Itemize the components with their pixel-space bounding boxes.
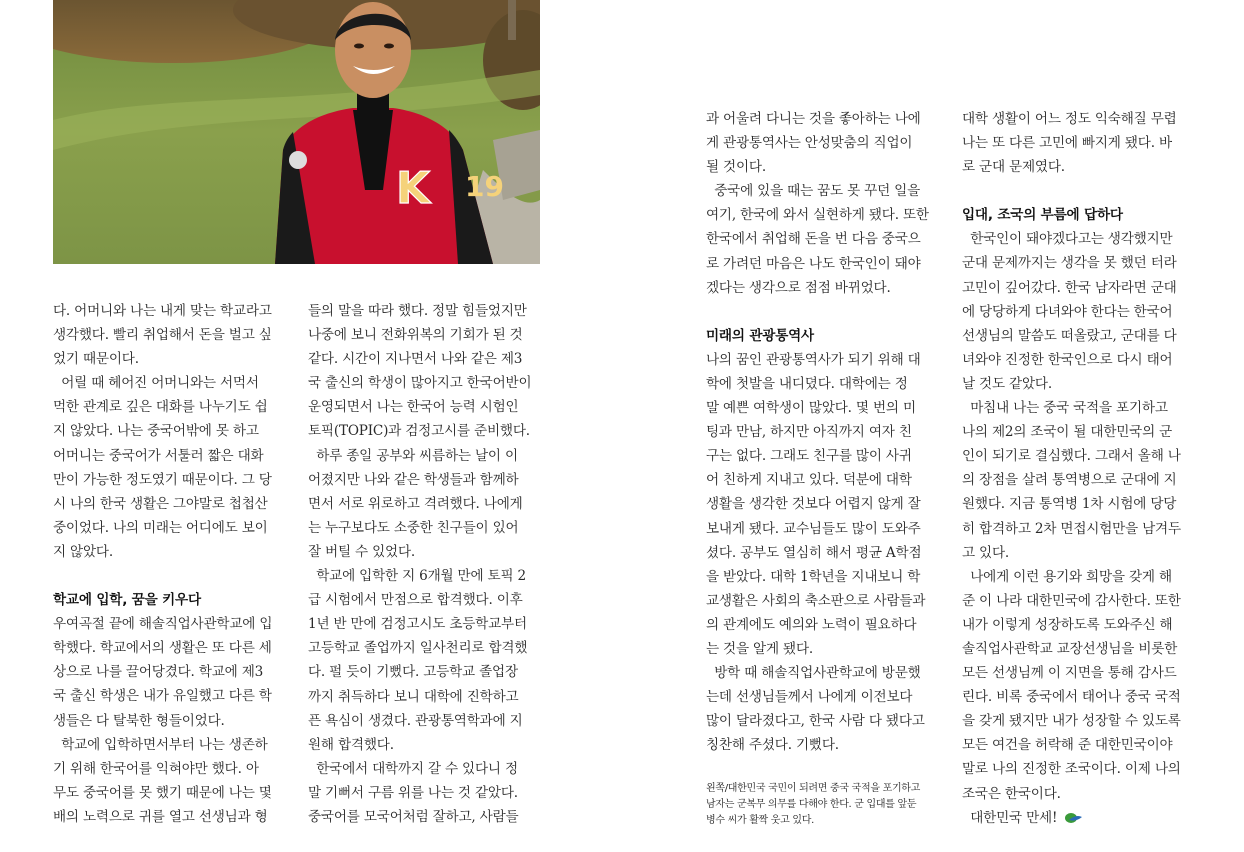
text-line-content: 다. 펄 듯이 기뻤다. 고등학교 졸업장 [308, 664, 518, 681]
text-line-content: 나에게 이런 용기와 희망을 갖게 해 [962, 568, 1172, 585]
column-2 [308, 299, 548, 829]
text-line-content: 학교에 입학하면서부터 나는 생존하 [53, 736, 268, 753]
text-line-content: 잘 버틸 수 있었다. [308, 543, 416, 560]
text-line-content: 린다. 비록 중국에서 태어나 중국 국적 [962, 689, 1181, 706]
text-line-content: 는 것을 알게 됐다. [706, 640, 814, 657]
text-line [962, 541, 1202, 565]
text-line-content: 생활을 생각한 것보다 어렵지 않게 잘 [706, 496, 921, 513]
text-line [308, 733, 548, 757]
text-line-content: 하루 종일 공부와 씨름하는 날이 이 [308, 447, 518, 464]
text-line-content: 어졌지만 나와 같은 학생들과 함께하 [308, 471, 519, 488]
text-line [706, 420, 946, 444]
text-line-content: 나의 제2의 조국이 될 대한민국의 군 [962, 424, 1173, 441]
text-line [308, 781, 548, 805]
text-line-content: 같다. 시간이 지나면서 나와 같은 제3 [308, 351, 523, 368]
text-line-content: 상으로 나를 끌어당겼다. 학교에 제3 [53, 664, 264, 681]
text-line-content: 학에 첫발을 내디뎠다. 대학에는 정 [706, 375, 908, 392]
text-line [308, 492, 548, 516]
text-line [706, 517, 946, 541]
text-line [706, 661, 946, 685]
text-line-content: 군대 문제까지는 생각을 못 했던 터라 [962, 255, 1177, 272]
text-line-content: 1년 반 만에 검정고시도 초등학교부터 [308, 616, 527, 633]
text-line-content: 고 있다. [962, 544, 1010, 561]
text-line [53, 492, 293, 516]
text-line-content: 마침내 나는 중국 국적을 포기하고 [962, 400, 1168, 417]
text-line [53, 540, 293, 564]
text-line [706, 107, 946, 131]
text-line [962, 300, 1202, 324]
text-line-content: 무도 중국어를 못 했기 때문에 나는 몇 [53, 784, 272, 801]
text-line [962, 709, 1202, 733]
text-line [53, 419, 293, 443]
text-line-content: 나의 꿈인 관광통역사가 되기 위해 대 [706, 351, 921, 368]
text-line [962, 396, 1202, 420]
text-line-content: 국 출신 학생은 내가 유일했고 다른 학 [53, 688, 272, 705]
text-line-content: 원해 합격했다. [308, 736, 394, 753]
text-line [53, 660, 293, 684]
text-line [53, 757, 293, 781]
text-line [706, 613, 946, 637]
text-line-content: 중이었다. 나의 미래는 어디에도 보이 [53, 519, 268, 536]
text-line-content: 고민이 깊어갔다. 한국 남자라면 군대 [962, 279, 1177, 296]
caption-line: 병수 씨가 활짝 웃고 있다. [706, 815, 814, 826]
text-line [308, 757, 548, 781]
text-line [962, 155, 1202, 179]
text-line-content: 픈 욕심이 생겼다. 관광통역학과에 지 [308, 712, 523, 729]
text-line-content: 여기, 한국에 와서 실현하게 됐다. 또한 [706, 207, 929, 224]
text-line [308, 588, 548, 612]
text-line [706, 637, 946, 661]
caption-line: 왼쪽/대한민국 국민이 되려면 중국 국적을 포기하고 [706, 783, 921, 794]
text-line-content: 모든 선생님께 이 지면을 통해 감사드 [962, 665, 1177, 682]
text-line [308, 636, 548, 660]
photo-student-in-varsity-jacket [53, 0, 540, 264]
text-line [962, 637, 1202, 661]
text-line-content: 까지 취득하다 보니 대학에 진학하고 [308, 688, 519, 705]
text-line [706, 155, 946, 179]
text-line [308, 395, 548, 419]
text-line-content: 과 어울려 다니는 것을 좋아하는 나에 [706, 111, 921, 127]
text-line [308, 371, 548, 395]
text-line-content: 을 갖게 됐지만 내가 성장할 수 있도록 [962, 713, 1181, 730]
text-line [308, 685, 548, 709]
text-line [962, 276, 1202, 300]
text-line-content: 한국인이 돼야겠다고는 생각했지만 [962, 231, 1173, 248]
text-line [962, 372, 1202, 396]
text-line [308, 660, 548, 684]
text-line-content: 생각했다. 빨리 취업해서 돈을 벌고 싶 [53, 327, 272, 344]
text-line [962, 324, 1202, 348]
text-line [706, 179, 946, 203]
section-heading [962, 203, 1202, 227]
end-mark-icon [1065, 812, 1083, 824]
text-line-content: 대학 생활이 어느 정도 익숙해질 무렵 [962, 111, 1177, 127]
text-line [308, 805, 548, 829]
text-line-content: 었기 때문이다. [53, 351, 139, 368]
text-line-content: 나는 또 다른 고민에 빠지게 됐다. 바 [962, 135, 1172, 152]
text-line-content: 내가 이렇게 성장하도록 도와주신 해 [962, 616, 1173, 633]
text-line [962, 107, 1202, 131]
photo-caption [706, 781, 946, 829]
text-line-content: 녀와야 진정한 한국인으로 다시 태어 [962, 351, 1173, 368]
text-line [706, 252, 946, 276]
text-line [962, 733, 1202, 757]
text-line [962, 444, 1202, 468]
caption-line: 남자는 군복무 의무를 다해야 한다. 군 입대를 앞둔 [706, 799, 917, 810]
text-line-content: 한국에서 취업해 돈을 번 다음 중국으 [706, 231, 921, 248]
text-line [962, 251, 1202, 275]
text-line [308, 709, 548, 733]
text-line-content: 에 당당하게 다녀와야 한다는 한국어 [962, 303, 1173, 320]
paragraph-gap [53, 564, 293, 588]
text-line [706, 492, 946, 516]
text-line [308, 444, 548, 468]
sleeve-number: 19 [465, 170, 504, 203]
text-line [962, 589, 1202, 613]
text-line [706, 203, 946, 227]
text-line-content: 토픽(TOPIC)과 검정고시를 준비했다. [308, 423, 530, 440]
text-line-content: 셨다. 공부도 열심히 해서 평균 A학점 [706, 544, 922, 561]
text-line-content: 어 친하게 지내고 있다. 덕분에 대학 [706, 472, 912, 489]
text-line-content: 로 가려던 마음은 나도 한국인이 돼야 [706, 255, 921, 272]
text-line [706, 396, 946, 420]
text-line-content: 모든 여건을 허락해 준 대한민국이야 [962, 737, 1173, 754]
text-line-content: 히 합격하고 2차 면접시험만을 남겨두 [962, 520, 1181, 537]
text-line-content: 한국에서 대학까지 갈 수 있다니 정 [308, 760, 518, 777]
text-line [53, 395, 293, 419]
text-line-content: 우여곡절 끝에 해솔직업사관학교에 입 [53, 616, 273, 633]
text-line [962, 685, 1202, 709]
text-line-content: 많이 달라졌다고, 한국 사람 다 됐다고 [706, 713, 925, 730]
text-line-content: 운영되면서 나는 한국어 능력 시험인 [308, 399, 519, 416]
text-line-content: 게 관광통역사는 안성맞춤의 직업이 [706, 135, 913, 152]
text-line [706, 589, 946, 613]
text-line-content: 말 기뻐서 구름 위를 나는 것 같았다. [308, 784, 518, 801]
text-line [706, 709, 946, 733]
text-line [962, 420, 1202, 444]
text-line-content: 준 이 나라 대한민국에 감사한다. 또한 [962, 592, 1181, 609]
text-line-content: 들의 말을 따라 했다. 정말 힘들었지만 [308, 303, 527, 319]
text-line [308, 516, 548, 540]
text-line-content: 기 위해 한국어를 익혀야만 했다. 아 [53, 760, 259, 777]
text-line [962, 131, 1202, 155]
text-line [53, 805, 293, 829]
text-line-content: 다. 어머니와 나는 내게 맞는 학교라고 [53, 303, 272, 319]
text-line [308, 468, 548, 492]
text-line [308, 299, 548, 323]
text-line [53, 733, 293, 757]
text-line-content: 겠다는 생각으로 점점 바뀌었다. [706, 279, 891, 296]
section-heading [706, 324, 946, 348]
text-line-content: 만이 가능한 정도였기 때문이다. 그 당 [53, 471, 272, 488]
text-line [962, 468, 1202, 492]
text-line-content: 원했다. 지금 통역병 1차 시험에 당당 [962, 496, 1177, 513]
text-line [706, 348, 946, 372]
text-line [53, 516, 293, 540]
column-1 [53, 299, 293, 829]
text-line-content: 인이 되기로 결심했다. 그래서 올해 나 [962, 448, 1181, 465]
text-line-content: 보내게 됐다. 교수님들도 많이 도와주 [706, 520, 921, 537]
text-line-content: 말 예쁜 여학생이 많았다. 몇 번의 미 [706, 400, 916, 417]
text-line-content: 는데 선생님들께서 나에게 이전보다 [706, 689, 913, 706]
section-heading-text: 입대, 조국의 부름에 답하다 [962, 207, 1123, 224]
text-line-content: 을 받았다. 대학 1학년을 지내보니 학 [706, 568, 921, 585]
text-line [962, 757, 1202, 781]
column-3 [706, 107, 946, 757]
text-line-content: 국 출신의 학생이 많아지고 한국어반이 [308, 375, 532, 392]
text-line-content: 배의 노력으로 귀를 열고 선생님과 형 [53, 808, 268, 825]
text-line [308, 323, 548, 347]
text-line [962, 517, 1202, 541]
text-line [53, 781, 293, 805]
text-line [53, 371, 293, 395]
text-line [53, 709, 293, 733]
text-line [53, 468, 293, 492]
text-line-content: 구는 없다. 그래도 친구를 많이 사귀 [706, 448, 912, 465]
text-line [53, 612, 293, 636]
column-4 [962, 107, 1202, 830]
text-line [962, 227, 1202, 251]
text-line [706, 372, 946, 396]
text-line-content: 의 장점을 살려 통역병으로 군대에 지 [962, 472, 1177, 489]
paragraph-gap [962, 179, 1202, 203]
text-line-content: 지 않았다. 나는 중국어밖에 못 하고 [53, 423, 259, 440]
text-line-content: 중국어를 모국어처럼 잘하고, 사람들 [308, 808, 519, 825]
jacket-letter: K [396, 163, 431, 214]
text-line-content: 어릴 때 헤어진 어머니와는 서먹서 [53, 375, 259, 392]
text-line-content: 조국은 한국이다. [962, 785, 1061, 802]
text-line [706, 131, 946, 155]
text-line [308, 540, 548, 564]
text-line-content: 지 않았다. [53, 543, 113, 560]
text-line-content: 나중에 보니 전화위복의 기회가 된 것 [308, 327, 523, 344]
text-line-content: 대한민국 만세! [962, 809, 1058, 826]
text-line [962, 492, 1202, 516]
text-line-content: 급 시험에서 만점으로 합격했다. 이후 [308, 592, 523, 609]
text-line [706, 468, 946, 492]
text-line [53, 299, 293, 323]
text-line [53, 347, 293, 371]
text-line-content: 고등학교 졸업까지 일사천리로 합격했 [308, 640, 528, 657]
text-line [53, 323, 293, 347]
text-line-content: 학했다. 학교에서의 생활은 또 다른 세 [53, 640, 272, 657]
text-line [308, 612, 548, 636]
text-line [962, 806, 1202, 830]
section-heading [53, 588, 293, 612]
text-line-content: 먹한 관계로 깊은 대화를 나누기도 쉽 [53, 399, 268, 416]
text-line [53, 684, 293, 708]
text-line [706, 276, 946, 300]
text-line-content: 솔직업사관학교 교장선생님을 비롯한 [962, 640, 1178, 657]
text-line [53, 444, 293, 468]
section-heading-text: 미래의 관광통역사 [706, 327, 814, 344]
text-line-content: 중국에 있을 때는 꿈도 못 꾸던 일을 [706, 183, 921, 200]
text-line [962, 348, 1202, 372]
text-line-content: 방학 때 해솔직업사관학교에 방문했 [706, 665, 921, 682]
text-line [706, 541, 946, 565]
text-line-content: 생들은 다 탈북한 형들이었다. [53, 712, 225, 729]
text-line [962, 613, 1202, 637]
text-line-content: 교생활은 사회의 축소판으로 사람들과 [706, 592, 926, 609]
text-line-content: 는 누구보다도 소중한 친구들이 있어 [308, 519, 519, 536]
section-heading-text: 학교에 입학, 꿈을 키우다 [53, 592, 201, 609]
text-line [706, 227, 946, 251]
text-line-content: 로 군대 문제였다. [962, 159, 1065, 176]
text-line [308, 564, 548, 588]
text-line-content: 선생님의 말씀도 떠올랐고, 군대를 다 [962, 327, 1177, 344]
paragraph-gap [706, 300, 946, 324]
text-line-content: 의 관계에도 예의와 노력이 필요하다 [706, 616, 917, 633]
text-line [308, 419, 548, 443]
text-line [53, 636, 293, 660]
text-line [308, 347, 548, 371]
text-line-content: 날 것도 같았다. [962, 375, 1052, 392]
text-line-content: 팅과 만남, 하지만 아직까지 여자 친 [706, 424, 912, 441]
text-line [962, 782, 1202, 806]
text-line-content: 될 것이다. [706, 159, 766, 176]
text-line-content: 시 나의 한국 생활은 그야말로 첩첩산 [53, 495, 268, 512]
text-line [962, 565, 1202, 589]
text-line-content: 칭찬해 주셨다. 기뻤다. [706, 737, 839, 754]
text-line [706, 733, 946, 757]
text-line [962, 661, 1202, 685]
text-line-content: 어머니는 중국어가 서툴러 짧은 대화 [53, 447, 264, 464]
text-line-content: 면서 서로 위로하고 격려했다. 나에게 [308, 495, 523, 512]
text-line-content: 학교에 입학한 지 6개월 만에 토픽 2 [308, 568, 526, 585]
text-line [706, 444, 946, 468]
text-line-content: 말로 나의 진정한 조국이다. 이제 나의 [962, 761, 1181, 778]
text-line [706, 685, 946, 709]
article-photo [53, 0, 540, 264]
text-line [706, 565, 946, 589]
